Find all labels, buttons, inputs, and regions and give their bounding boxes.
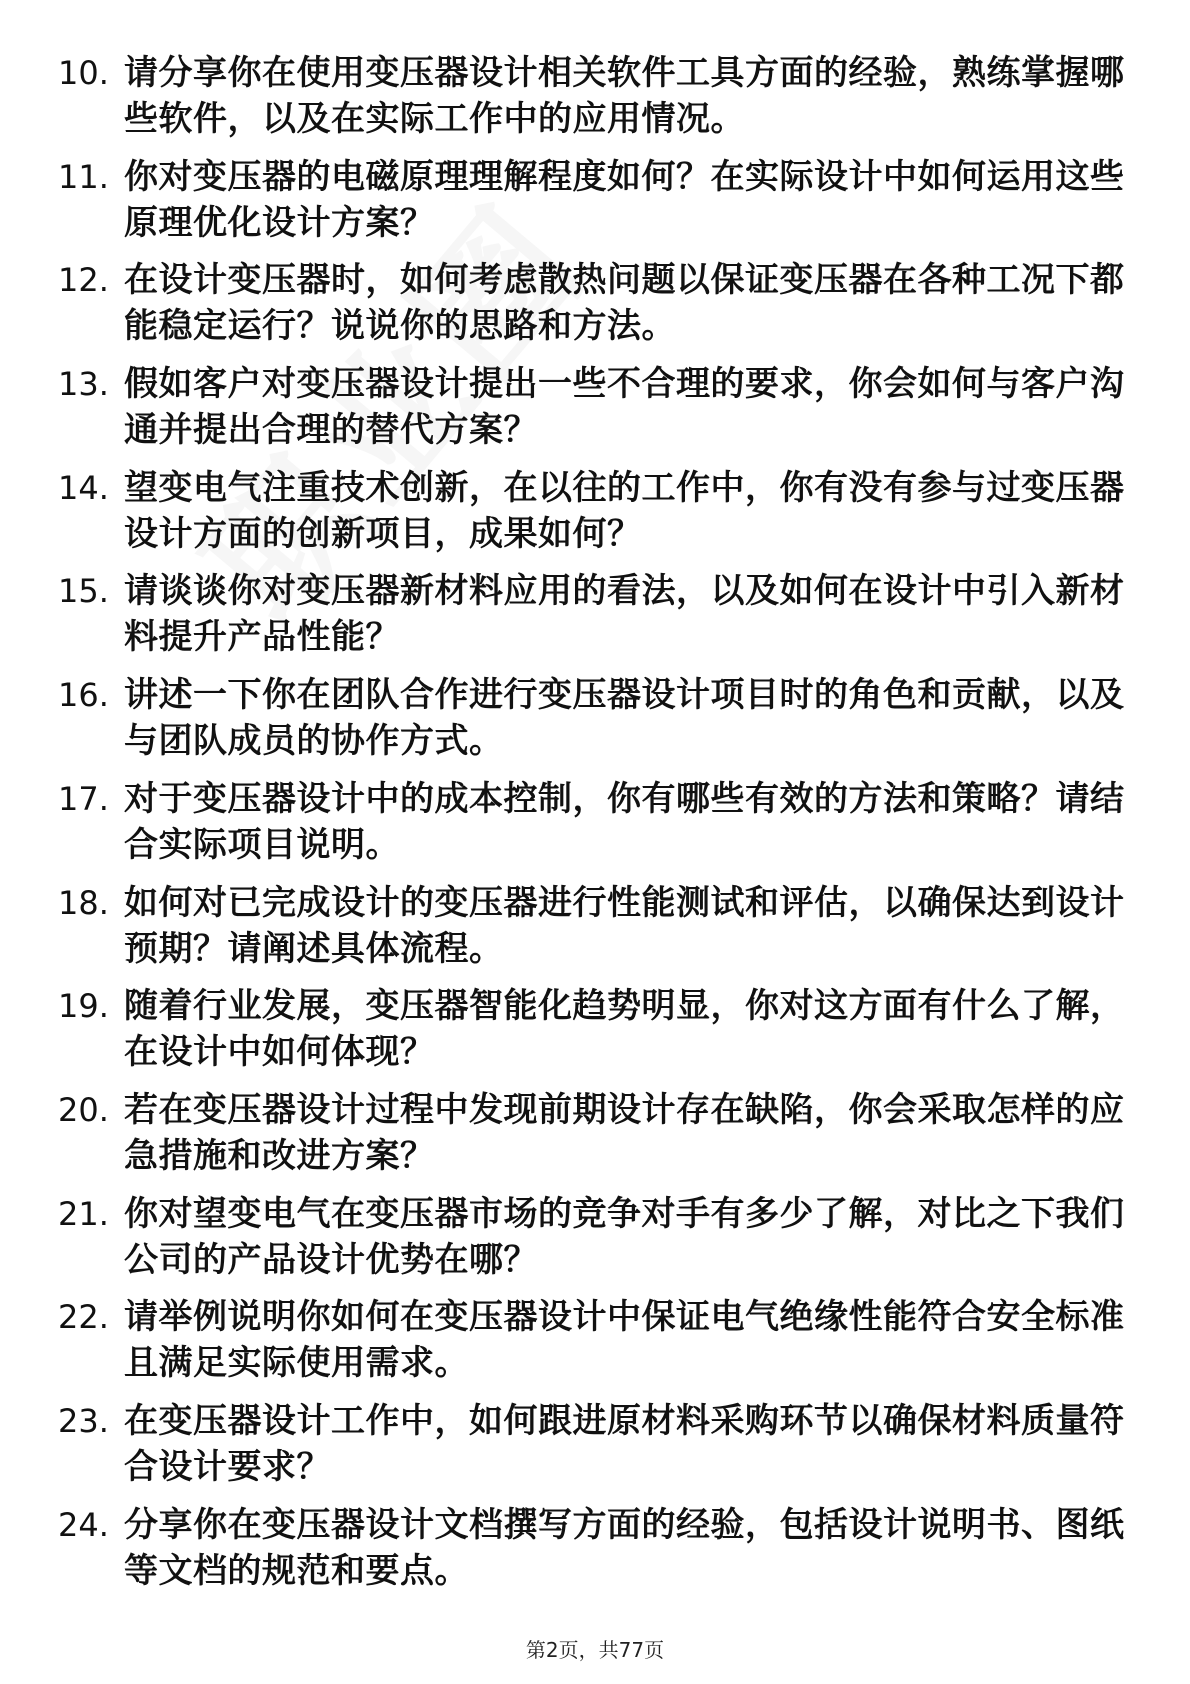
question-text: 请谈谈你对变压器新材料应用的看法，以及如何在设计中引入新材料提升产品性能？ — [124, 571, 1125, 658]
question-item — [58, 50, 1138, 154]
question-item — [58, 154, 1138, 258]
question-item — [58, 568, 1138, 672]
question-item — [58, 1191, 1138, 1295]
question-number: 17. — [58, 779, 109, 818]
question-text: 对于变压器设计中的成本控制，你有哪些有效的方法和策略？请结合实际项目说明。 — [124, 778, 1125, 865]
question-number: 13. — [58, 365, 109, 404]
question-item — [58, 1294, 1138, 1398]
question-number: 19. — [58, 987, 109, 1026]
question-text: 随着行业发展，变压器智能化趋势明显，你对这方面有什么了解，在设计中如何体现？ — [124, 986, 1125, 1073]
question-item — [58, 1398, 1138, 1502]
question-item — [58, 465, 1138, 569]
question-number: 10. — [58, 54, 109, 92]
question-number: 22. — [58, 1298, 109, 1337]
question-list — [58, 50, 1138, 1605]
question-item — [58, 880, 1138, 984]
question-text: 讲述一下你在团队合作进行变压器设计项目时的角色和贡献，以及与团队成员的协作方式。 — [124, 675, 1125, 762]
page-footer: 第2页，共77页 — [525, 1638, 665, 1662]
question-number: 12. — [58, 261, 109, 300]
question-number: 21. — [58, 1194, 109, 1233]
question-number: 18. — [58, 883, 109, 922]
question-text: 假如客户对变压器设计提出一些不合理的要求，你会如何与客户沟通并提出合理的替代方案？ — [124, 364, 1125, 451]
question-text: 如何对已完成设计的变压器进行性能测试和评估，以确保达到设计预期？请阐述具体流程。 — [124, 882, 1125, 969]
question-text: 在变压器设计工作中，如何跟进原材料采购环节以确保材料质量符合设计要求？ — [124, 1400, 1125, 1487]
question-item — [58, 1502, 1138, 1606]
question-number: 16. — [58, 676, 109, 715]
question-text: 你对望变电气在变压器市场的竞争对手有多少了解，对比之下我们公司的产品设计优势在哪？ — [124, 1193, 1125, 1280]
question-number: 11. — [58, 157, 109, 196]
question-text: 分享你在变压器设计文档撰写方面的经验，包括设计说明书、图纸等文档的规范和要点。 — [124, 1504, 1125, 1591]
question-text: 请分享你在使用变压器设计相关软件工具方面的经验，熟练掌握哪些软件，以及在实际工作中的应用情况。 — [124, 53, 1125, 139]
question-text: 请举例说明你如何在变压器设计中保证电气绝缘性能符合安全标准且满足实际使用需求。 — [124, 1297, 1125, 1384]
question-text: 若在变压器设计过程中发现前期设计存在缺陷，你会采取怎样的应急措施和改进方案？ — [124, 1089, 1125, 1176]
question-item — [58, 257, 1138, 361]
question-number: 15. — [58, 572, 109, 611]
question-item — [58, 1087, 1138, 1191]
question-number: 20. — [58, 1090, 109, 1129]
question-item — [58, 672, 1138, 776]
question-text: 你对变压器的电磁原理理解程度如何？在实际设计中如何运用这些原理优化设计方案？ — [124, 156, 1125, 243]
question-item — [58, 983, 1138, 1087]
question-item — [58, 361, 1138, 465]
question-text: 在设计变压器时，如何考虑散热问题以保证变压器在各种工况下都能稳定运行？说说你的思路和方法。 — [124, 260, 1125, 347]
question-number: 23. — [58, 1401, 109, 1440]
question-text: 望变电气注重技术创新，在以往的工作中，你有没有参与过变压器设计方面的创新项目，成果如何？ — [124, 467, 1125, 554]
question-number: 14. — [58, 468, 109, 507]
question-number: 24. — [58, 1505, 109, 1544]
question-item — [58, 776, 1138, 880]
